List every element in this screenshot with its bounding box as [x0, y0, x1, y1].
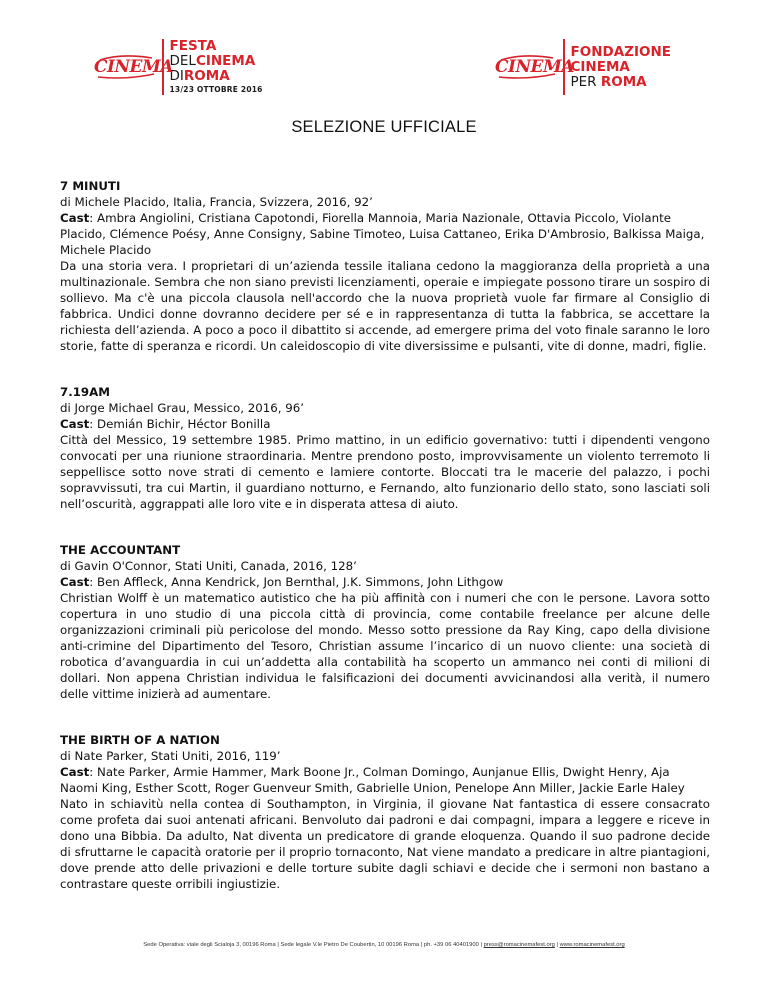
press-email-link[interactable]: press@romacinemafest.org	[483, 942, 555, 948]
cast-label: Cast	[60, 765, 90, 779]
logo-word-cinema: CINEMA	[195, 53, 256, 69]
logo-line-per-roma	[571, 75, 671, 90]
film-cast	[60, 416, 710, 432]
logo-word-del: DEL	[169, 53, 196, 69]
footer-separator: |	[554, 942, 560, 948]
film-title: THE BIRTH OF A NATION	[60, 733, 220, 747]
fondazione-logo	[493, 38, 671, 96]
logo-line-del-cinema	[170, 54, 263, 69]
logo-line-di-roma	[170, 69, 263, 84]
film-credits: di Nate Parker, Stati Uniti, 2016, 119’	[60, 749, 281, 763]
film-entry	[60, 542, 710, 702]
cast-label: Cast	[60, 211, 90, 225]
festa-logo-text	[170, 39, 263, 95]
film-title: 7.19AM	[60, 385, 110, 399]
cinema-word-right: CINEMA	[495, 57, 574, 77]
fondazione-logo-text	[571, 45, 671, 90]
cast-list: : Ben Affleck, Anna Kendrick, Jon Bernthal, J.K. Simmons, John Lithgow	[89, 575, 504, 589]
cast-label: Cast	[60, 417, 90, 431]
film-title: 7 MINUTI	[60, 179, 121, 193]
footer	[0, 942, 768, 948]
film-entry	[60, 732, 710, 892]
film-synopsis: Città del Messico, 19 settembre 1985. Primo mattino, in un edificio governativo: tutti i dipendenti vengono convocati per una riunione straordinaria. Mentre prendono posto, improvvisamente un violento terremoto li seppellisce sotto nove strati di cemento e lamiere contorte. Bloccati tra le macerie del palazzo, i pochi sopravvissuti, tra cui Martin, il guardiano notturno, e Fernando, alto funzionario dello stato, sono lasciati soli nell’oscurità, aggrappati alle loro vite e in disperata attesa di aiuto.	[60, 433, 710, 511]
cast-list: : Demián Bichir, Héctor Bonilla	[89, 417, 271, 431]
film-entry	[60, 384, 710, 512]
film-entry	[60, 178, 710, 354]
film-cast	[60, 764, 710, 796]
cast-list: : Ambra Angiolini, Cristiana Capotondi, Fiorella Mannoia, Maria Nazionale, Ottavia Piccolo, Violante Placido, Clémence Poésy, Anne Consigny, Sabine Timoteo, Luisa Cattaneo, Erika D'Ambrosio, Balkissa Maiga, Michele Placido	[60, 211, 705, 257]
cinema-word: CINEMA	[94, 57, 173, 77]
film-synopsis: Da una storia vera. I proprietari di un’azienda tessile italiana cedono la maggioranza della proprietà a una multinazionale. Sembra che non siano previsti licenziamenti, operaie e impiegate possono tirare un sospiro di sollievo. Ma c'è una piccola clausola nell'accordo che la nuova proprietà vuole far firmare al Consiglio di fabbrica. Undici donne dovranno decidere per sé e in rappresentanza di tutta la fabbrica, se accettare la richiesta dell’azienda. A poco a poco il dibattito si accende, ad emergere prima del voto finale saranno le loro storie, fatte di speranza e ricordi. Un caleidoscopio di vite diversissime e pulsanti, vite di donne, madri, figlie.	[60, 259, 710, 353]
film-credits: di Gavin O'Connor, Stati Uniti, Canada, 2016, 128’	[60, 559, 357, 573]
logo-word-di: DI	[169, 68, 184, 84]
film-list	[60, 178, 710, 922]
film-credits: di Jorge Michael Grau, Messico, 2016, 96’	[60, 401, 304, 415]
logo-line-cinema: CINEMA	[570, 58, 630, 75]
page-title: SELEZIONE UFFICIALE	[291, 118, 477, 136]
logo-word-roma-right: ROMA	[600, 73, 647, 90]
logo-line-fondazione: FONDAZIONE	[570, 43, 671, 60]
cast-label: Cast	[60, 575, 90, 589]
film-synopsis: Christian Wolff è un matematico autistico che ha più affinità con i numeri che con le persone. Lavora sotto copertura in uno studio di una piccola città di provincia, come contabile freelance per alcune delle organizzazioni criminali più pericolose del mondo. Messo sotto pressione da Ray King, capo della divisione anti-crimine del Dipartimento del Tesoro, Christian assume l’incarico di un nuovo cliente: una società di robotica d’avanguardia in cui un’addetta alla contabilità ha scoperto un ammanco nei conti di milioni di dollari. Non appena Christian individua le falsificazioni dei documenti avvicinandosi alla verità, il numero delle vittime inizierà ad aumentare.	[60, 591, 710, 701]
cinema-wordmark	[92, 52, 173, 82]
film-credits: di Michele Placido, Italia, Francia, Svizzera, 2016, 92’	[60, 195, 373, 209]
logo-word-roma: ROMA	[183, 68, 230, 84]
film-cast	[60, 574, 710, 590]
logo-line-festa: FESTA	[169, 38, 217, 54]
logo-word-per: PER	[570, 73, 597, 90]
cinema-wordmark-right	[493, 52, 574, 82]
film-synopsis: Nato in schiavitù nella contea di Southampton, in Virginia, il giovane Nat fantastica di essere consacrato come profeta dai suoi antenati africani. Benvoluto dai padroni e dai compagni, impara a leggere e riceve in dono una Bibbia. Da adulto, Nat diventa un predicatore di grande eloquenza. Quando il suo padrone decide di sfruttarne le capacità oratorie per il proprio tornaconto, Nat viene mandato a predicare in altre piantagioni, dove prende atto delle privazioni e delle torture subite dagli schiavi e decide che i sermoni non bastano a contrastare queste orribili ingiustizie.	[60, 797, 710, 891]
festival-dates: 13/23 OTTOBRE 2016	[169, 85, 263, 94]
cast-list: : Nate Parker, Armie Hammer, Mark Boone Jr., Colman Domingo, Aunjanue Ellis, Dwight Henry, Aja Naomi King, Esther Scott, Roger Guenveur Smith, Gabrielle Union, Penelope Ann Miller, Jackie Earle Haley	[60, 765, 685, 795]
film-title: THE ACCOUNTANT	[60, 543, 181, 557]
footer-address: Sede Operativa: viale degli Scialoja 3, 00196 Roma | Sede legale V.le Pietro De Coubertin, 10 00196 Roma | ph. +39 06 40401900 |	[143, 942, 484, 948]
film-cast	[60, 210, 710, 258]
festa-del-cinema-logo	[92, 38, 263, 96]
website-link[interactable]: www.romacinemafest.org	[559, 942, 625, 948]
